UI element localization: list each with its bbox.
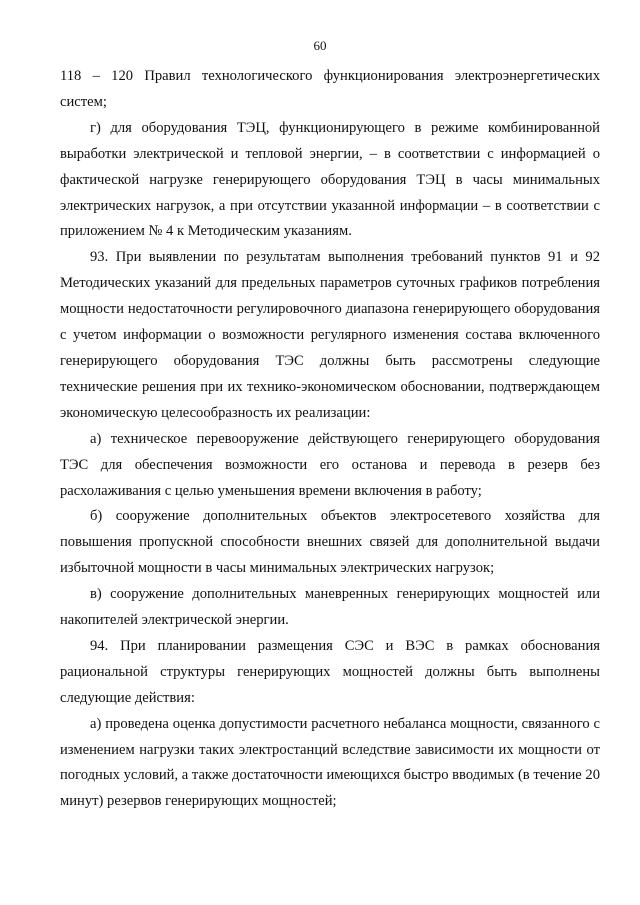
paragraph-93: 93. При выявлении по результатам выполнения требований пунктов 91 и 92 Методических указаний для предельных параметров суточных графиков потребления мощности недостаточности регулировочного диапазона генерирующего оборудования с учетом информации о возможности регулярного изменения состава включенного генерирующего оборудования ТЭС должны быть рассмотрены следующие технические решения при их технико-экономическом обосновании, подтверждающем экономическую целесообразность их реализации: (60, 249, 600, 421)
paragraph-item-g: г) для оборудования ТЭЦ, функционирующего в режиме комбинированной выработки электрической и тепловой энергии, – в соответствии с информацией о фактической нагрузке генерирующего оборудования ТЭЦ в часы минимальных электрических нагрузок, а при отсутствии указанной информации – в соответствии с приложением № 4 к Методическим указаниям. (60, 119, 600, 240)
paragraph-rules-reference: 118 – 120 Правил технологического функционирования электроэнергетических систем; (60, 68, 600, 110)
page-number: 60 (313, 38, 327, 53)
paragraph-item-v: в) сооружение дополнительных маневренных генерирующих мощностей или накопителей электрической энергии. (60, 586, 600, 629)
paragraph-item-a: а) техническое перевооружение действующего генерирующего оборудования ТЭС для обеспечения возможности его останова и перевода в резерв без расхолаживания с целью уменьшения времени включения в работу; (60, 430, 600, 499)
paragraph-94: 94. При планировании размещения СЭС и ВЭС в рамках обоснования рациональной структуры генерирующих мощностей должны быть выполнены следующие действия: (60, 637, 600, 706)
document-body (60, 64, 600, 815)
paragraph-item-b: б) сооружение дополнительных объектов электросетевого хозяйства для повышения пропускной способности внешних связей для дополнительной выдачи избыточной мощности в часы минимальных электрических нагрузок; (60, 508, 600, 577)
paragraph-94-item-a: а) проведена оценка допустимости расчетного небаланса мощности, связанного с изменением нагрузки таких электростанций вследствие зависимости их мощности от погодных условий, а также достаточности имеющихся быстро вводимых (в течение 20 минут) резервов генерирующих мощностей; (60, 715, 600, 810)
